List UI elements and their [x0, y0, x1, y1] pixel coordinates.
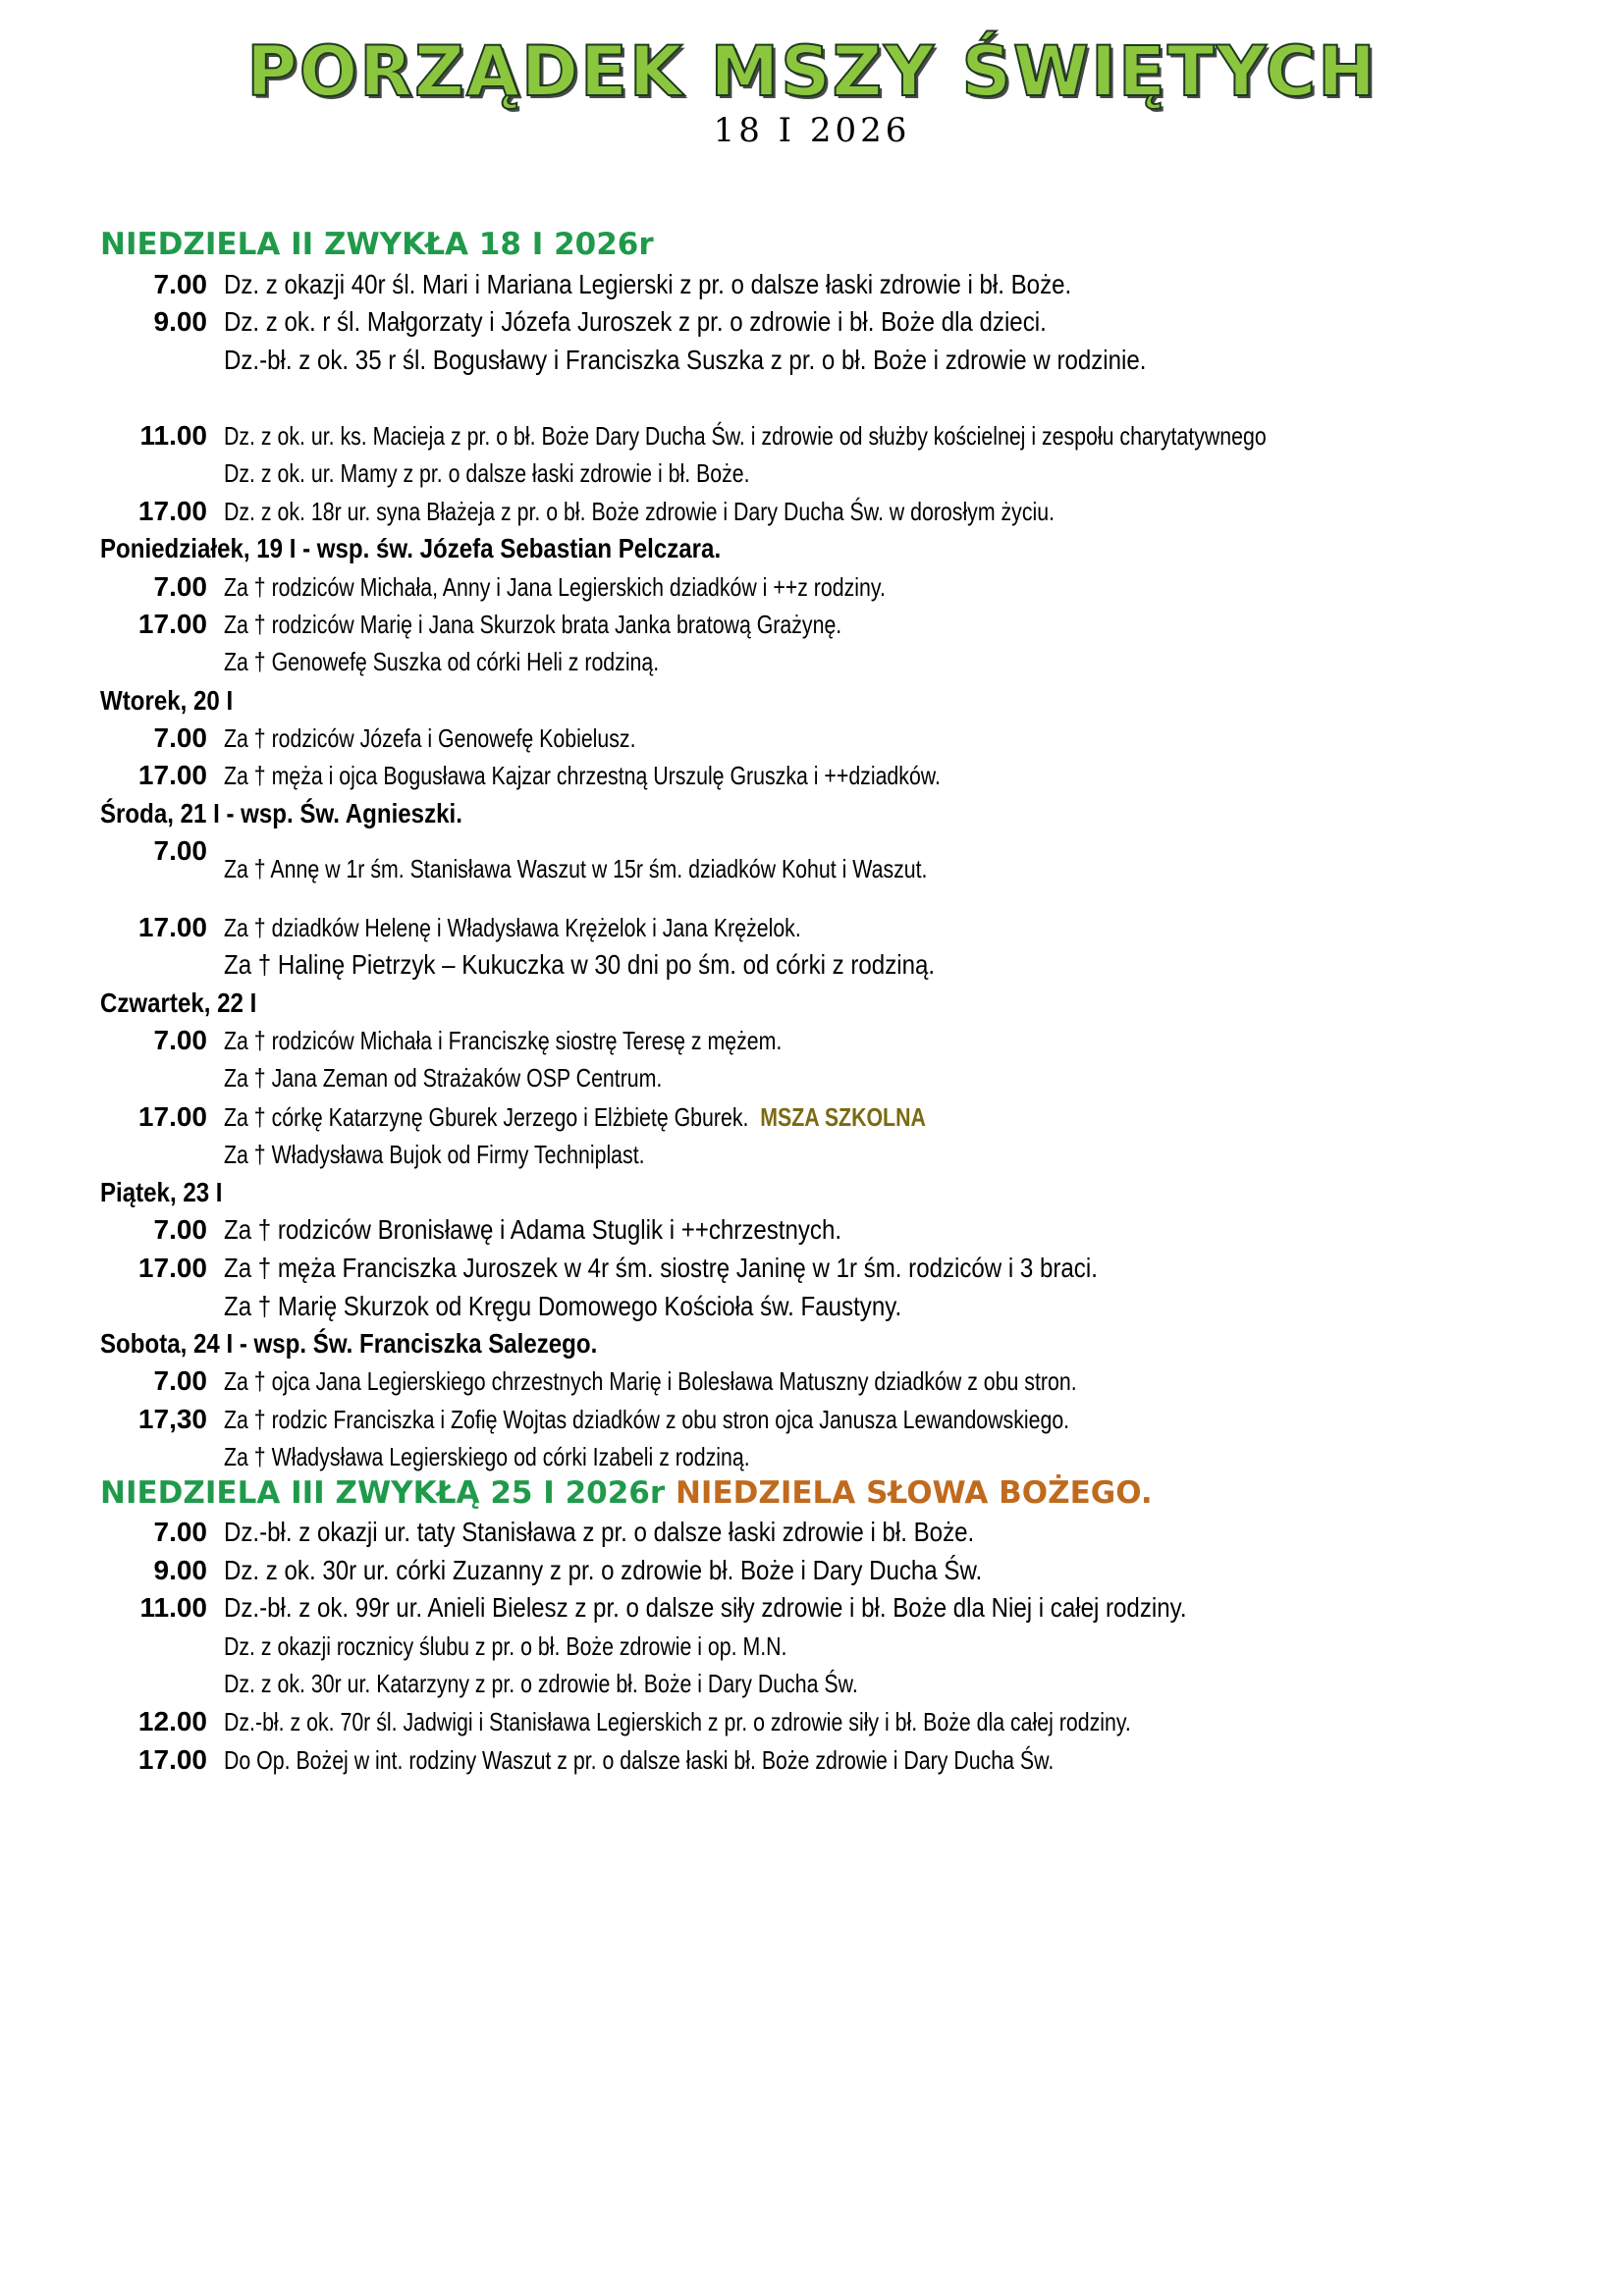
mass-time: 17.00: [137, 1253, 207, 1283]
mass-intention: Za † męża Franciszka Juroszek w 4r śm. siostrę Janinę w 1r śm. rodziców i 3 braci.: [224, 1253, 1098, 1283]
mass-time: 7.00: [153, 571, 207, 602]
mass-time: 17.00: [137, 609, 207, 639]
day-heading-wednesday: Środa, 21 I - wsp. Św. Agnieszki.: [100, 798, 462, 828]
mass-intention-text: Za † córkę Katarzynę Gburek Jerzego i Elżbietę Gburek.: [224, 1102, 749, 1132]
mass-intention: Za † rodziców Bronisławę i Adama Stuglik i ++chrzestnych.: [224, 1214, 842, 1245]
day-heading-tuesday: Wtorek, 20 I: [100, 685, 234, 716]
mass-time: 11.00: [139, 420, 207, 451]
mass-time: 9.00: [153, 306, 207, 337]
mass-time: 7.00: [153, 722, 207, 753]
mass-intention: Dz. z ok. r śl. Małgorzaty i Józefa Juroszek z pr. o zdrowie i bł. Boże dla dzieci.: [224, 306, 1047, 337]
mass-intention: Dz. z ok. 30r ur. córki Zuzanny z pr. o zdrowie bł. Boże i Dary Ducha Św.: [224, 1555, 983, 1585]
mass-intention: [224, 1104, 926, 1130]
mass-intention: Za † rodziców Michała i Franciszkę siostrę Teresę z mężem.: [224, 1026, 783, 1055]
mass-intention: Dz. z okazji rocznicy ślubu z pr. o bł. Boże zdrowie i op. M.N.: [224, 1631, 787, 1661]
mass-intention: Za † Władysława Legierskiego od córki Izabeli z rodziną.: [224, 1442, 750, 1471]
mass-intention: Dz.-bł. z okazji ur. taty Stanisława z pr. o dalsze łaski zdrowie i bł. Boże.: [224, 1517, 975, 1547]
mass-time: 17.00: [137, 912, 207, 942]
mass-time: 7.00: [153, 835, 207, 866]
mass-intention: Dz. z ok. ur. ks. Macieja z pr. o bł. Boże Dary Ducha Św. i zdrowie od służby kościelnej i zespołu charytatywnego: [224, 421, 1267, 451]
mass-intention: Za † rodzic Franciszka i Zofię Wojtas dziadków z obu stron ojca Janusza Lewandowskiego.: [224, 1405, 1070, 1434]
mass-intention: Za † rodziców Józefa i Genowefę Kobielusz.: [224, 723, 636, 753]
sunday-heading: NIEDZIELA II ZWYKŁA 18 I 2026r: [100, 227, 654, 262]
mass-intention: Dz. z okazji 40r śl. Mari i Mariana Legierski z pr. o dalsze łaski zdrowie i bł. Boże.: [224, 269, 1072, 299]
sunday-heading: [100, 1475, 1153, 1511]
mass-intention: Za † rodziców Marię i Jana Skurzok brata Janka bratową Grażynę.: [224, 610, 842, 639]
mass-time: 7.00: [153, 1025, 207, 1055]
day-heading-saturday: Sobota, 24 I - wsp. Św. Franciszka Salezego.: [100, 1328, 598, 1359]
sunday-heading-text: NIEDZIELA III ZWYKŁĄ 25 I 2026r: [100, 1475, 666, 1511]
mass-intention: Do Op. Bożej w int. rodziny Waszut z pr. o dalsze łaski bł. Boże zdrowie i Dary Ducha Św.: [224, 1745, 1055, 1775]
day-heading-monday: Poniedziałek, 19 I - wsp. św. Józefa Sebastian Pelczara.: [100, 533, 722, 563]
mass-intention: Dz. z ok. ur. Mamy z pr. o dalsze łaski zdrowie i bł. Boże.: [224, 458, 750, 488]
school-mass-note: MSZA SZKOLNA: [760, 1102, 926, 1132]
day-heading-thursday: Czwartek, 22 I: [100, 988, 257, 1018]
mass-intention: Dz. z ok. 30r ur. Katarzyny z pr. o zdrowie bł. Boże i Dary Ducha Św.: [224, 1669, 858, 1698]
mass-intention: Dz.-bł. z ok. 99r ur. Anieli Bielesz z pr. o dalsze siły zdrowie i bł. Boże dla Niej i całej rodziny.: [224, 1592, 1187, 1623]
mass-time: 7.00: [153, 1214, 207, 1245]
mass-intention: Za † dziadków Helenę i Władysława Krężelok i Jana Krężelok.: [224, 913, 801, 942]
mass-intention: Za † Halinę Pietrzyk – Kukuczka w 30 dni po śm. od córki z rodziną.: [224, 949, 936, 980]
word-of-god-sunday: NIEDZIELA SŁOWA BOŻEGO.: [675, 1475, 1153, 1511]
mass-time: 11.00: [139, 1592, 207, 1623]
mass-time: 9.00: [153, 1555, 207, 1585]
mass-time: 7.00: [153, 1517, 207, 1547]
day-heading-friday: Piątek, 23 I: [100, 1177, 223, 1207]
mass-intention: Za † męża i ojca Bogusława Kajzar chrzestną Urszulę Gruszka i ++dziadków.: [224, 761, 941, 790]
mass-time: 17.00: [137, 496, 207, 526]
mass-time: 7.00: [153, 269, 207, 299]
mass-intention: Dz. z ok. 18r ur. syna Błażeja z pr. o bł. Boże zdrowie i Dary Ducha Św. w dorosłym życiu.: [224, 497, 1056, 526]
mass-intention: Za † Marię Skurzok od Kręgu Domowego Kościoła św. Faustyny.: [224, 1291, 902, 1321]
mass-time: 17,30: [137, 1404, 207, 1434]
mass-intention: Za † ojca Jana Legierskiego chrzestnych Marię i Bolesława Matuszny dziadków z obu stron.: [224, 1366, 1077, 1396]
mass-intention: Za † Władysława Bujok od Firmy Techniplast.: [224, 1140, 645, 1169]
mass-time: 17.00: [137, 1101, 207, 1132]
mass-time: 12.00: [137, 1706, 207, 1736]
mass-intention: Za † rodziców Michała, Anny i Jana Legierskich dziadków i ++z rodziny.: [224, 572, 886, 602]
mass-time: 17.00: [137, 1744, 207, 1775]
mass-time: 7.00: [153, 1365, 207, 1396]
mass-intention: Za † Genowefę Suszka od córki Heli z rodziną.: [224, 647, 660, 676]
page-title: PORZĄDEK MSZY ŚWIĘTYCH: [246, 31, 1378, 112]
mass-intention: Dz.-bł. z ok. 35 r śl. Bogusławy i Franciszka Suszka z pr. o bł. Boże i zdrowie w rodzinie.: [224, 345, 1147, 375]
page-date: 18 I 2026: [713, 111, 911, 150]
mass-intention: Za † Annę w 1r śm. Stanisława Waszut w 15r śm. dziadków Kohut i Waszut.: [224, 854, 928, 883]
mass-time: 17.00: [137, 760, 207, 790]
mass-intention: Za † Jana Zeman od Strażaków OSP Centrum.: [224, 1063, 663, 1093]
mass-intention: Dz.-bł. z ok. 70r śl. Jadwigi i Stanisława Legierskich z pr. o zdrowie siły i bł. Boże dla całej rodziny.: [224, 1707, 1131, 1736]
